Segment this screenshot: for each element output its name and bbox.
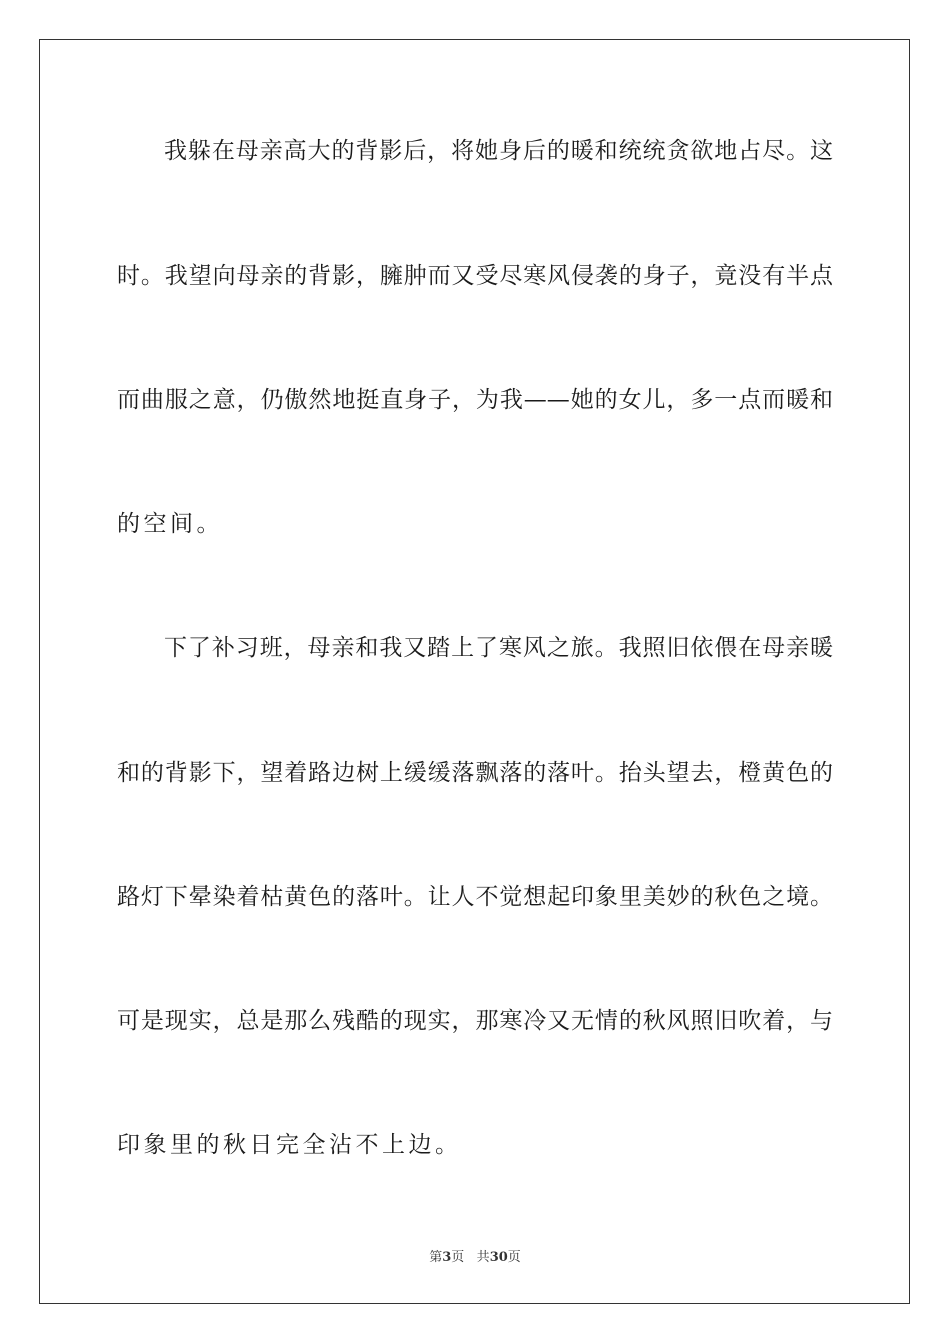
paragraph-1-line-2: 时。我望向母亲的背影，臃肿而又受尽寒风侵袭的身子，竟没有半点	[117, 263, 833, 289]
page-border	[39, 39, 910, 1304]
paragraph-2-line-3: 路灯下晕染着枯黄色的落叶。让人不觉想起印象里美妙的秋色之境。	[117, 884, 833, 910]
footer-total-suffix: 页	[507, 1250, 521, 1265]
footer-page-prefix: 第	[429, 1250, 443, 1265]
paragraph-1-line-3: 而曲服之意，仍傲然地挺直身子，为我——她的女儿，多一点而暖和	[117, 387, 833, 413]
paragraph-1-line-1: 我躲在母亲高大的背影后，将她身后的暖和统统贪欲地占尽。这	[164, 138, 833, 164]
footer-total-prefix: 共	[476, 1250, 490, 1265]
footer-page-suffix: 页	[451, 1250, 465, 1265]
footer-total-pages: 30	[489, 1250, 508, 1265]
paragraph-2-line-2: 和的背影下，望着路边树上缓缓落飘落的落叶。抬头望去，橙黄色的	[117, 760, 833, 786]
page-footer	[0, 1246, 950, 1265]
footer-page-number: 3	[442, 1250, 452, 1265]
paragraph-2-line-4: 可是现实，总是那么残酷的现实，那寒冷又无情的秋风照旧吹着，与	[117, 1008, 833, 1034]
paragraph-2-line-1: 下了补习班，母亲和我又踏上了寒风之旅。我照旧依偎在母亲暖	[164, 635, 833, 661]
paragraph-1-line-4: 的空间。	[117, 511, 223, 537]
paragraph-2-line-5: 印象里的秋日完全沾不上边。	[117, 1132, 462, 1158]
